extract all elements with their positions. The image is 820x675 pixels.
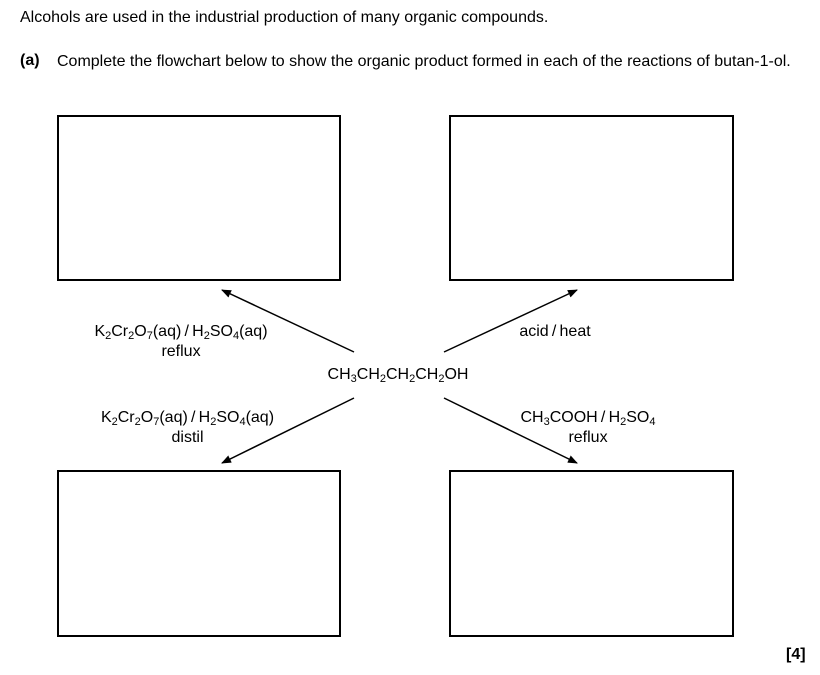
conditions-top-left-reagents: $K_2Cr_2O_7(aq) / H_2SO_4(aq)$ bbox=[94, 323, 268, 342]
conditions-top-right-reagents: acid / heat bbox=[519, 323, 591, 340]
intro-text: Alcohols are used in the industrial production of many organic compounds. bbox=[20, 9, 549, 26]
conditions-bottom-right-mode: reflux bbox=[568, 429, 608, 446]
arrow-top-right bbox=[444, 290, 577, 352]
conditions-top-left-mode: reflux bbox=[161, 343, 201, 360]
question-part-label: (a) bbox=[20, 52, 40, 69]
conditions-bottom-left-mode: distil bbox=[171, 429, 204, 446]
conditions-bottom-left-reagents: $K_2Cr_2O_7(aq) / H_2SO_4(aq)$ bbox=[100, 409, 275, 428]
question-text: Complete the flowchart below to show the organic product formed in each of the reactions of butan-1-ol. bbox=[57, 53, 791, 70]
conditions-bottom-left bbox=[80, 408, 295, 448]
reactant-butan-1-ol: $CH_3CH_2CH_2CH_2OH$ bbox=[327, 366, 469, 385]
conditions-top-right bbox=[490, 322, 620, 342]
conditions-bottom-right-reagents: $CH_3COOH / H_2SO_4$ bbox=[520, 409, 656, 428]
marks-label: [4] bbox=[786, 646, 806, 663]
conditions-top-left bbox=[70, 322, 292, 362]
conditions-bottom-right bbox=[493, 408, 683, 448]
